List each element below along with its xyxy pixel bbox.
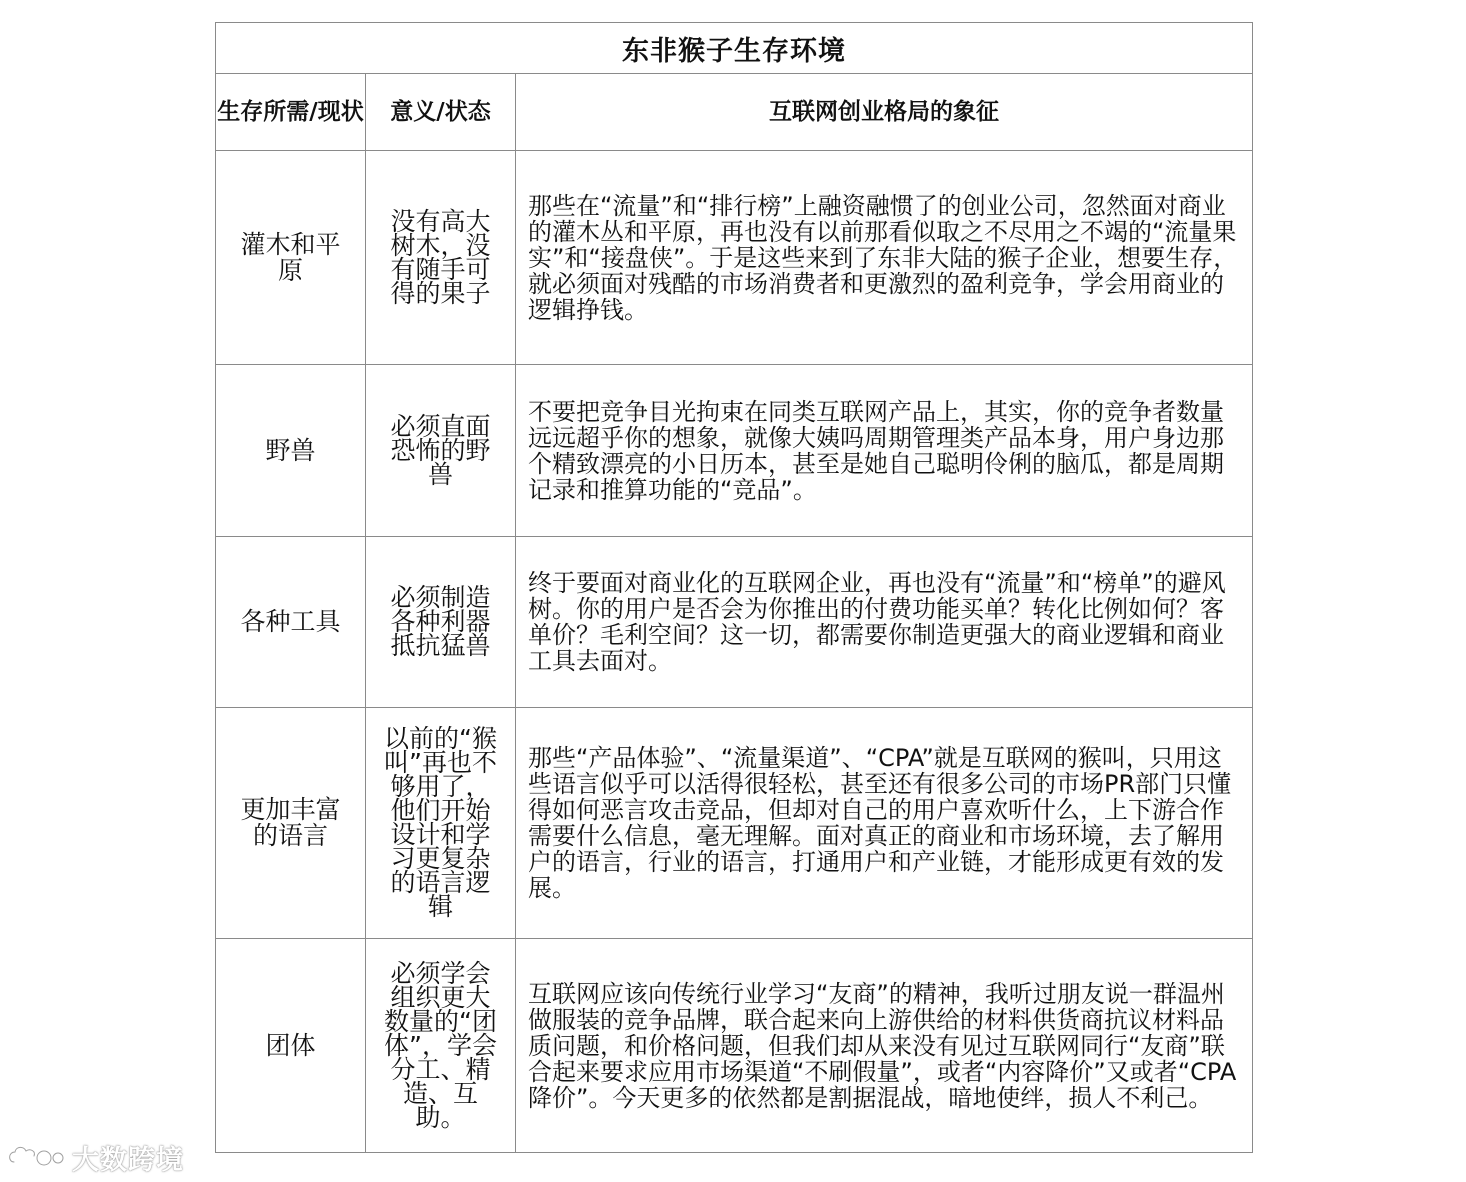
header-need: 生存所需/现状 <box>216 74 366 151</box>
table-row <box>216 365 1253 537</box>
watermark-text: 大数跨境 <box>72 1144 184 1176</box>
meaning-cell: 必须制造各种利器抵抗猛兽 <box>366 537 516 708</box>
need-cell: 各种工具 <box>216 537 366 708</box>
symbol-cell: 那些“产品体验”、“流量渠道”、“CPA”就是互联网的猴叫，只用这些语言似乎可以活得很轻松，甚至还有很多公司的市场PR部门只懂得如何恶言攻击竞品，但却对自己的用户喜欢听什么，上下游合作需要什么信息，毫无理解。面对真正的商业和市场环境，去了解用户的语言，行业的语言，打通用户和产业链，才能形成更有效的发展。 <box>516 708 1253 939</box>
watermark <box>6 1138 184 1176</box>
header-row <box>216 74 1253 151</box>
meaning-cell: 以前的“猴叫”再也不够用了，他们开始设计和学习更复杂的语言逻辑 <box>366 708 516 939</box>
header-symbol: 互联网创业格局的象征 <box>516 74 1253 151</box>
table-title: 东非猴子生存环境 <box>216 23 1253 74</box>
header-meaning: 意义/状态 <box>366 74 516 151</box>
meaning-cell: 没有高大树木，没有随手可得的果子 <box>366 151 516 365</box>
table-row <box>216 939 1253 1153</box>
table-row <box>216 151 1253 365</box>
cloud-logo-icon <box>6 1142 66 1172</box>
need-cell: 更加丰富的语言 <box>216 708 366 939</box>
symbol-cell: 终于要面对商业化的互联网企业，再也没有“流量”和“榜单”的避风树。你的用户是否会为你推出的付费功能买单？转化比例如何？客单价？毛利空间？这一切，都需要你制造更强大的商业逻辑和商业工具去面对。 <box>516 537 1253 708</box>
need-cell: 野兽 <box>216 365 366 537</box>
table-row <box>216 537 1253 708</box>
survival-table <box>215 22 1253 1153</box>
symbol-cell: 那些在“流量”和“排行榜”上融资融惯了的创业公司，忽然面对商业的灌木丛和平原，再也没有以前那看似取之不尽用之不竭的“流量果实”和“接盘侠”。于是这些来到了东非大陆的猴子企业，想要生存，就必须面对残酷的市场消费者和更激烈的盈利竞争，学会用商业的逻辑挣钱。 <box>516 151 1253 365</box>
need-cell: 团体 <box>216 939 366 1153</box>
symbol-cell: 互联网应该向传统行业学习“友商”的精神，我听过朋友说一群温州做服装的竞争品牌，联合起来向上游供给的材料供货商抗议材料品质问题，和价格问题，但我们却从来没有见过互联网同行“友商”联合起来要求应用市场渠道“不刷假量”，或者“内容降价”又或者“CPA降价”。今天更多的依然都是割据混战，暗地使绊，损人不利己。 <box>516 939 1253 1153</box>
table-row <box>216 708 1253 939</box>
meaning-cell: 必须直面恐怖的野兽 <box>366 365 516 537</box>
need-cell: 灌木和平原 <box>216 151 366 365</box>
title-row <box>216 23 1253 74</box>
meaning-cell: 必须学会组织更大数量的“团体”，学会分工、精造、互助。 <box>366 939 516 1153</box>
symbol-cell: 不要把竞争目光拘束在同类互联网产品上，其实，你的竞争者数量远远超乎你的想象，就像大姨吗周期管理类产品本身，用户身边那个精致漂亮的小日历本，甚至是她自己聪明伶俐的脑瓜，都是周期记录和推算功能的“竞品”。 <box>516 365 1253 537</box>
